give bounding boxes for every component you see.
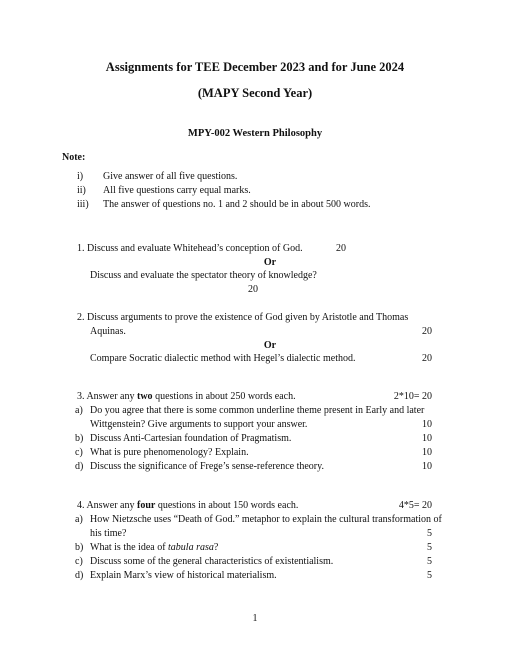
note-item-text: All five questions carry equal marks. bbox=[103, 185, 251, 196]
question-3-part-text: Discuss Anti-Cartesian foundation of Pragmatism. bbox=[90, 433, 292, 444]
note-item-text: The answer of questions no. 1 and 2 should be in about 500 words. bbox=[103, 199, 371, 210]
question-3-part-text: Do you agree that there is some common underline theme present in Early and later bbox=[90, 405, 425, 416]
question-4-part-text: What is the idea of tabula rasa? bbox=[90, 542, 219, 553]
question-4-part-label: c) bbox=[75, 556, 83, 567]
question-3-marks: 2*10= 20 bbox=[393, 391, 432, 402]
question-3-part-label: d) bbox=[75, 461, 84, 472]
question-3-part-marks: 10 bbox=[422, 433, 432, 444]
page-subtitle: (MAPY Second Year) bbox=[197, 86, 313, 100]
question-4-part-marks: 5 bbox=[427, 542, 432, 553]
question-1-marks: 20 bbox=[336, 243, 346, 254]
note-item-num: ii) bbox=[77, 185, 86, 196]
note-item-num: iii) bbox=[77, 199, 89, 210]
note-label: Note: bbox=[62, 152, 86, 163]
question-2-alternative: Compare Socratic dialectic method with Hegel’s dialectic method. bbox=[90, 353, 356, 364]
question-1-alternative-marks: 20 bbox=[248, 284, 258, 295]
question-4-part-text: Discuss some of the general characteristics of existentialism. bbox=[90, 556, 334, 567]
question-3-part-label: c) bbox=[75, 447, 83, 458]
question-3-part-label: b) bbox=[75, 433, 84, 444]
question-1-alternative: Discuss and evaluate the spectator theory of knowledge? bbox=[90, 270, 317, 281]
question-4-text: 4. Answer any four questions in about 150 words each. bbox=[77, 500, 299, 511]
question-2-text: 2. Discuss arguments to prove the existence of God given by Aristotle and Thomas bbox=[77, 312, 409, 323]
question-2-marks: 20 bbox=[422, 326, 432, 337]
question-3-part-marks: 10 bbox=[422, 447, 432, 458]
question-4-part-label: a) bbox=[75, 514, 83, 525]
question-4-part-text-cont: his time? bbox=[90, 528, 127, 539]
question-3-part-text: What is pure phenomenology? Explain. bbox=[90, 447, 249, 458]
question-2-or: Or bbox=[263, 340, 277, 351]
question-3-part-marks: 10 bbox=[422, 419, 432, 430]
page-title: Assignments for TEE December 2023 and for June 2024 bbox=[105, 60, 405, 74]
question-4-part-marks: 5 bbox=[427, 570, 432, 581]
question-4-part-label: d) bbox=[75, 570, 84, 581]
note-item-num: i) bbox=[77, 171, 84, 182]
note-item-text: Give answer of all five questions. bbox=[103, 171, 238, 182]
question-4-marks: 4*5= 20 bbox=[398, 500, 432, 511]
question-4-part-label: b) bbox=[75, 542, 84, 553]
question-4-part-text: Explain Marx’s view of historical materialism. bbox=[90, 570, 277, 581]
question-3-part-text: Discuss the significance of Frege’s sense-reference theory. bbox=[90, 461, 324, 472]
question-2-alternative-marks: 20 bbox=[422, 353, 432, 364]
question-1-or: Or bbox=[263, 257, 277, 268]
question-1-text: 1. Discuss and evaluate Whitehead’s conception of God. bbox=[77, 243, 303, 254]
question-4-part-marks: 5 bbox=[427, 528, 432, 539]
question-3-part-label: a) bbox=[75, 405, 83, 416]
question-4-part-text: How Nietzsche uses “Death of God.” metaphor to explain the cultural transformation of bbox=[90, 514, 442, 525]
question-4-part-marks: 5 bbox=[427, 556, 432, 567]
course-title: MPY-002 Western Philosophy bbox=[187, 128, 323, 139]
question-3-part-text-cont: Wittgenstein? Give arguments to support your answer. bbox=[90, 419, 308, 430]
question-3-text: 3. Answer any two questions in about 250 words each. bbox=[77, 391, 296, 402]
question-2-text-cont: Aquinas. bbox=[90, 326, 126, 337]
question-3-part-marks: 10 bbox=[422, 461, 432, 472]
page-number: 1 bbox=[252, 613, 258, 624]
